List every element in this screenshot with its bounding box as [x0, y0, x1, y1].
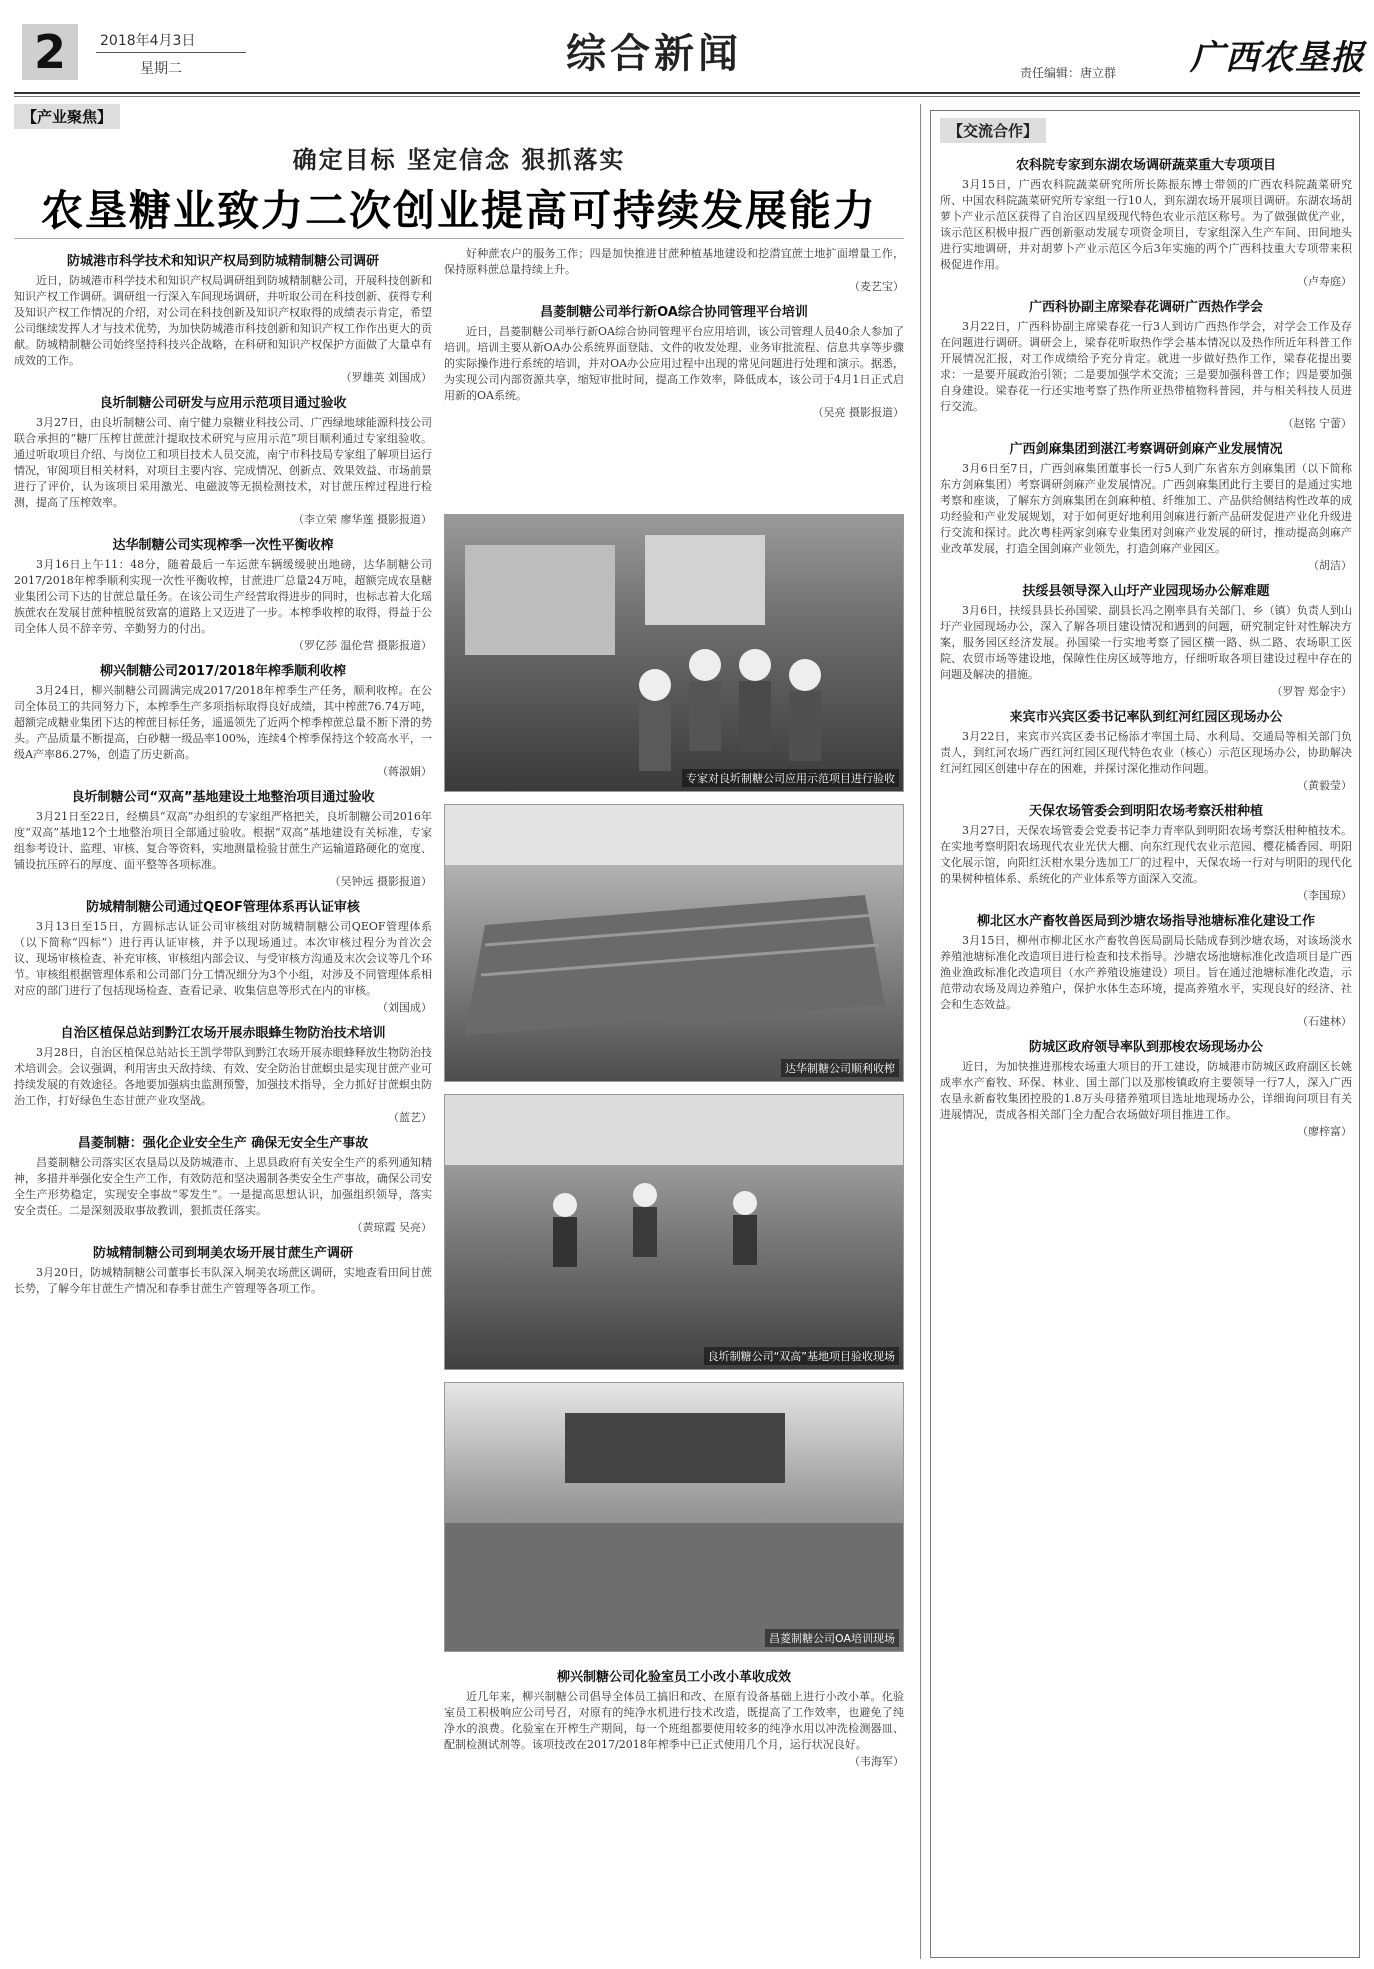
article: [14, 534, 432, 653]
article-body: 3月22日，来宾市兴宾区委书记杨添才率国土局、水利局、交通局等相关部门负责人，到红河农场广西红河红园区现代特色农业（核心）示范区现场办公，协助解决红河红园区创建中存在的困难，并探讨深化推动作问题。: [940, 730, 1352, 775]
photo-field-caption: 良圻制糖公司“双高”基地项目验收现场: [704, 1347, 899, 1365]
photo-field: [444, 1094, 904, 1370]
article: [14, 1022, 432, 1125]
article-byline: （李立荣 廖华莲 摄影报道）: [293, 513, 432, 526]
date-divider: [96, 52, 246, 53]
article-byline: （韦海军）: [849, 1755, 904, 1768]
photo-crushing-art: [445, 805, 904, 1082]
article-title: 良圻制糖公司研发与应用示范项目通过验收: [99, 396, 347, 411]
article-title: 昌菱制糖公司举行新OA综合协同管理平台培训: [540, 305, 808, 320]
article-title: 扶绥县领导深入山圩产业园现场办公解难题: [1022, 584, 1270, 599]
section-tag-industry: 【产业聚焦】: [14, 104, 120, 129]
article: [940, 296, 1352, 431]
article-title: 防城区政府领导率队到那梭农场现场办公: [1028, 1040, 1263, 1055]
page-number: 2: [22, 24, 78, 80]
article-title: 广西剑麻集团到湛江考察调研剑麻产业发展情况: [1009, 442, 1283, 457]
article-byline: （廖梓富）: [1297, 1125, 1352, 1138]
article-byline: （胡洁）: [1308, 559, 1352, 572]
photo-acceptance: [444, 514, 904, 792]
article: [940, 800, 1352, 903]
section-tag-exchange: 【交流合作】: [940, 118, 1046, 143]
article-body: 3月6日至7日，广西剑麻集团董事长一行5人到广东省东方剑麻集团（以下简称东方剑麻集团）考察调研剑麻产业发展情况。广西剑麻集团此行主要目的是通过实地考察和座谈，了解东方剑麻集团在剑麻种植、纤维加工、产品供给侧结构性改革的成功经验和产业发展规划，对于如何更好地利用剑麻进行新产品研发促进产业化升级进行交流和探讨。此次粤桂两家剑麻专业集团对剑麻产业发展的研讨，推动提高剑麻产业改革发展，打造全国剑麻产业领先，打造剑麻产业园区。: [940, 462, 1352, 555]
article-title: 柳兴制糖公司2017/2018年榨季顺利收榨: [99, 664, 347, 679]
article-byline: （麦艺宝）: [849, 280, 904, 293]
article-body: 3月22日，广西科协副主席梁春花一行3人到访广西热作学会，对学会工作及存在问题进行调研。调研会上，梁春花听取热作学会基本情况以及热作所近年科普工作开展情况汇报，对工作成绩给予充分肯定。就进一步做好热作工作，梁春花提出要求：一是要开展政治引领；二是要加强学术交流；三是要加强科普工作；四是要加强自身建设。梁春花一行还实地考察了热作所亚热带植物科普园，并与相关科技人员进行交流。: [940, 320, 1352, 413]
article: [940, 438, 1352, 573]
article: [14, 786, 432, 889]
article-byline: （罗智 郑金宇）: [1271, 685, 1352, 698]
column-divider: [920, 104, 921, 1959]
article: [14, 392, 432, 527]
issue-weekday: 星期二: [140, 61, 182, 77]
photo-training-caption: 昌菱制糖公司OA培训现场: [765, 1629, 899, 1647]
article-title: 来宾市兴宾区委书记率队到红河红园区现场办公: [1009, 710, 1283, 725]
article-body: 近日，防城港市科学技术和知识产权局调研组到防城精制糖公司，开展科技创新和知识产权工作调研。调研组一行深入车间现场调研，并听取公司在科技创新、获得专利及知识产权工作情况的介绍，对公司在科技创新及知识产权取得的成绩表示肯定，希望公司继续发挥人才与技术优势，为加快防城港市科技创新和知识产权工作作出更大的贡献。防城精制糖公司始终坚持科技兴企战略，在科研和知识产权保护方面做了大量卓有成效的工作。: [14, 274, 432, 367]
article-title: 天保农场管委会到明阳农场考察沃柑种植: [1028, 804, 1263, 819]
article-byline: （刘国成）: [377, 1001, 432, 1014]
headline-rule: [14, 238, 904, 239]
article-byline: （罗雄英 刘国成）: [340, 371, 432, 384]
article-byline: （李国琼）: [1297, 889, 1352, 902]
article-byline: （罗亿莎 温伦营 摄影报道）: [293, 639, 432, 652]
article: [14, 896, 432, 1015]
article-body: 3月27日，天保农场管委会党委书记李力青率队到明阳农场考察沃柑种植技术。在实地考察明阳农场现代农业光伏大棚、向东红现代农业示范园、樱花橘香园、明阳文化展示馆，向阳红沃柑水果分选加工厂的过程中，天保农场一行对与明阳的现代化的果树种植体系、系统化的产业体系等方面深入交流。: [940, 824, 1352, 885]
article-title: 防城精制糖公司到垌美农场开展甘蔗生产调研: [92, 1246, 353, 1261]
article-body: 3月27日，由良圻制糖公司、南宁健力泉糖业科技公司、广西绿地球能源科技公司联合承担的“糖厂压榨甘蔗蔗汁提取技术研究与应用示范”项目顺利通过专家组验收。通过听取项目介绍、与岗位工和项目技术人员交流，南宁市科技局专家组了解项目运行情况，审阅项目相关材料，对项目主要内容、完成情况、创新点、效果效益、市场前景进行了评价，认为该项目采用激光、电磁波等无损检测技术，对甘蔗压榨过程进行检测，提高了压榨效率。: [14, 416, 432, 509]
article-title: 防城港市科学技术和知识产权局到防城精制糖公司调研: [66, 254, 379, 269]
article-byline: （石建林）: [1297, 1015, 1352, 1028]
issue-date: 2018年4月3日: [100, 33, 196, 49]
article: [444, 1666, 904, 1769]
section-title: 综合新闻: [566, 31, 742, 77]
article-title: 农科院专家到东湖农场调研蔬菜重大专项项目: [1015, 158, 1276, 173]
lead-headline: 农垦糖业致力二次创业提高可持续发展能力: [40, 186, 877, 235]
article-title: 柳北区水产畜牧兽医局到沙塘农场指导池塘标准化建设工作: [976, 914, 1315, 929]
article-title: 防城精制糖公司通过QEOF管理体系再认证审核: [86, 900, 360, 915]
article-title: 自治区植保总站到黔江农场开展赤眼蜂生物防治技术培训: [60, 1026, 386, 1041]
article: [14, 1242, 432, 1297]
article-body: 3月15日，柳州市柳北区水产畜牧兽医局副局长陆成春到沙塘农场，对该场淡水养殖池塘标准化改造项目进行检查和技术指导。沙塘农场池塘标准化改造项目是广西渔业渔政标准化改造项目（水产养殖设施建设）项目。旨在通过池塘标准化改造，示范带动农场及周边养殖户，保护水体生态环境，提高养殖水平，实现良好的经济、社会和生态效益。: [940, 934, 1352, 1011]
article-body: 3月24日，柳兴制糖公司圆满完成2017/2018年榨季生产任务，顺利收榨。在公司全体员工的共同努力下，本榨季生产多项指标取得良好成绩，其中榨蔗76.74万吨，超额完成糖业集团下达的榨蔗目标任务，遥遥领先了近两个榨季榨蔗总量不断下滑的势头。产品质量不断提高，白砂糖一级品率100%，连续4个榨季保持这个较高水平，一级A产率86.27%，创造了历史新高。: [14, 684, 432, 761]
article-byline: （赵铭 宁蕾）: [1282, 417, 1352, 430]
article-title: 昌菱制糖：强化企业安全生产 确保无安全生产事故: [77, 1136, 369, 1151]
article: [940, 1036, 1352, 1139]
column-left: [14, 246, 432, 1958]
column-mid-top: [444, 246, 904, 508]
article: [14, 660, 432, 779]
article-body: 好种蔗农户的服务工作；四是加快推进甘蔗种植基地建设和挖潜宜蔗土地扩面增量工作，保持原料蔗总量持续上升。: [444, 247, 904, 276]
article: [14, 250, 432, 385]
photo-field-art: [445, 1095, 904, 1370]
article-byline: （蓝艺）: [388, 1111, 432, 1124]
photo-acceptance-art: [445, 515, 904, 792]
column-mid-bottom: [444, 1662, 904, 1958]
article-body: 3月21日至22日，经横县“双高”办组织的专家组严格把关，良圻制糖公司2016年度“双高”基地12个土地整治项目全部通过验收。根据“双高”基地建设有关标准，专家组参考设计、监理、审核、复合等资料，实地测量检验甘蔗生产运输道路硬化的宽度、铺设抗压碎石的厚度、面平整等各项标准。: [14, 810, 432, 871]
lead-kicker: 确定目标 坚定信念 狠抓落实: [292, 146, 626, 174]
article-body: 3月20日，防城精制糖公司董事长韦队深入垌美农场蔗区调研，实地查看田间甘蔗长势，了解今年甘蔗生产情况和春季甘蔗生产管理等各项工作。: [14, 1266, 432, 1295]
article-byline: （黄毅莹）: [1297, 779, 1352, 792]
header-rule: [14, 92, 1360, 94]
photo-training-art: [445, 1383, 904, 1652]
article-title: 达华制糖公司实现榨季一次性平衡收榨: [112, 538, 334, 553]
article: [940, 910, 1352, 1029]
article-body: 3月6日，扶绥县县长孙国梁、副县长冯之刚率县有关部门、乡（镇）负责人到山圩产业园现场办公，深入了解各项目建设情况和遇到的问题，研究制定针对性解决方案，服务园区经济发展。孙国梁一行实地考察了园区横一路、纵二路、农场职工医院、农贸市场等建设地，保障性住房区域等地方，仔细听取各项目建设过程中存在的问题及解决的措施。: [940, 604, 1352, 681]
article: [940, 706, 1352, 793]
header-rule-thin: [14, 96, 1360, 97]
article: [940, 580, 1352, 699]
article-body: 近日，为加快推进那梭农场重大项目的开工建设，防城港市防城区政府副区长姚成率水产畜牧、环保、林业、国土部门以及那梭镇政府主要领导一行7人，深入广西农垦永新畜牧集团控股的1.8万头母猪养殖项目选址地现场办公，详细询问项目有关进展情况，责成各相关部门全力配合农场做好项目推进工作。: [940, 1060, 1352, 1121]
article: [14, 1132, 432, 1235]
article-title: 柳兴制糖公司化验室员工小改小革收成效: [556, 1670, 791, 1685]
article-byline: （卢寿庭）: [1297, 275, 1352, 288]
article-body: 3月28日，自治区植保总站站长王凯学带队到黔江农场开展赤眼蜂释放生物防治技术培训会。会议强调，利用害虫天敌持续、有效、安全防治甘蔗螟虫是实现甘蔗产业可持续发展的有效途径。各地要加强病虫监测预警，加强技术指导，全力抓好甘蔗螟虫防治工作，打好绿色生态甘蔗产业攻坚战。: [14, 1046, 432, 1107]
editor-credit: 责任编辑：唐立群: [1020, 66, 1117, 80]
article-body: 昌菱制糖公司落实区农垦局以及防城港市、上思县政府有关安全生产的系列通知精神，多措并举强化安全生产工作，有效防范和坚决遏制各类安全生产事故，确保公司安全生产形势稳定，实现安全事故“零发生”。一是提高思想认识，加强组织领导，落实安全责任。二是深刻汲取事故教训，狠抓责任落实。: [14, 1156, 432, 1217]
column-right: [940, 150, 1352, 1950]
article: [444, 246, 904, 294]
page-header: [0, 0, 1374, 92]
article-body: 3月16日上午11：48分，随着最后一车运蔗车辆缓缓驶出地磅，达华制糖公司2017/2018年榨季顺利实现一次性平衡收榨，甘蔗进厂总量24万吨，超额完成农垦糖业集团公司下达的甘蔗总量任务。在该公司生产经营取得进步的同时，也标志着大化瑶族蔗农在发展甘蔗种植脱贫致富的道路上又迈进了一步。本榨季收榨的取得，得益于公司全体人员不辞辛劳、辛勤努力的付出。: [14, 558, 432, 635]
article: [940, 154, 1352, 289]
article-byline: （吴亮 摄影报道）: [812, 406, 904, 419]
article-body: 3月13日至15日，方圆标志认证公司审核组对防城精制糖公司QEOF管理体系（以下简称“四标”）进行再认证审核，并予以现场通过。本次审核过程分为首次会议、现场审核检查、补充审核、审核组内部会议、与受审核方沟通及末次会议等几个环节。审核组根据管理体系和公司部门分工情况细分为3个小组，对涉及不同管理体系相对应的部门进行了包括现场检查、查看记录、收集信息等形式在内的审核。: [14, 920, 432, 997]
photo-acceptance-caption: 专家对良圻制糖公司应用示范项目进行验收: [682, 769, 899, 787]
article-title: 良圻制糖公司“双高”基地建设土地整治项目通过验收: [71, 790, 375, 805]
article-byline: （吴钟远 摄影报道）: [329, 875, 432, 888]
photo-training: [444, 1382, 904, 1652]
article-title: 广西科协副主席梁春花调研广西热作学会: [1028, 300, 1263, 315]
newspaper-logo: 广西农垦报: [1190, 38, 1365, 78]
photo-crushing: [444, 804, 904, 1082]
article-byline: （蒋淑娟）: [377, 765, 432, 778]
article-body: 近几年来，柳兴制糖公司倡导全体员工搞旧和改、在原有设备基础上进行小改小革。化验室员工积极响应公司号召，对原有的纯净水机进行技术改造，既提高了工作效率，也避免了纯净水的浪费。化验室在开榨生产期间，每一个班组都要使用较多的纯净水用以冲洗检测器皿、配制检测试剂等。该项技改在2017/2018年榨季中已正式使用几个月，运行状况良好。: [444, 1690, 904, 1751]
photo-crushing-caption: 达华制糖公司顺利收榨: [781, 1059, 899, 1077]
article-body: 近日，昌菱制糖公司举行新OA综合协同管理平台应用培训，该公司管理人员40余人参加了培训。培训主要从新OA办公系统界面登陆、文件的收发处理、业务审批流程、信息共享等步骤的实际操作进行系统的培训，并对OA办公应用过程中出现的常见问题进行处理和演示。据悉，为实现公司内部资源共享，缩短审批时间，提高工作效率，降低成本，该公司于4月1日正式启用新的OA系统。: [444, 325, 904, 402]
article: [444, 301, 904, 420]
article-body: 3月15日，广西农科院蔬菜研究所所长陈振东博士带领的广西农科院蔬菜研究所、中国农科院蔬菜研究所专家组一行10人，到东湖农场开展项目调研。东湖农场胡萝卜产业示范区获得了自治区四星级现代特色农业示范区称号。为了做强做优产业，该示范区积极申报广西创新驱动发展专项资金项目，专家组深入生产车间、田间地头进行实地调研，并对胡萝卜产业示范区今后3年实施的两个广西科技重大专项带来积极促进作用。: [940, 178, 1352, 271]
article-byline: （黄琼霞 吴亮）: [351, 1221, 432, 1234]
